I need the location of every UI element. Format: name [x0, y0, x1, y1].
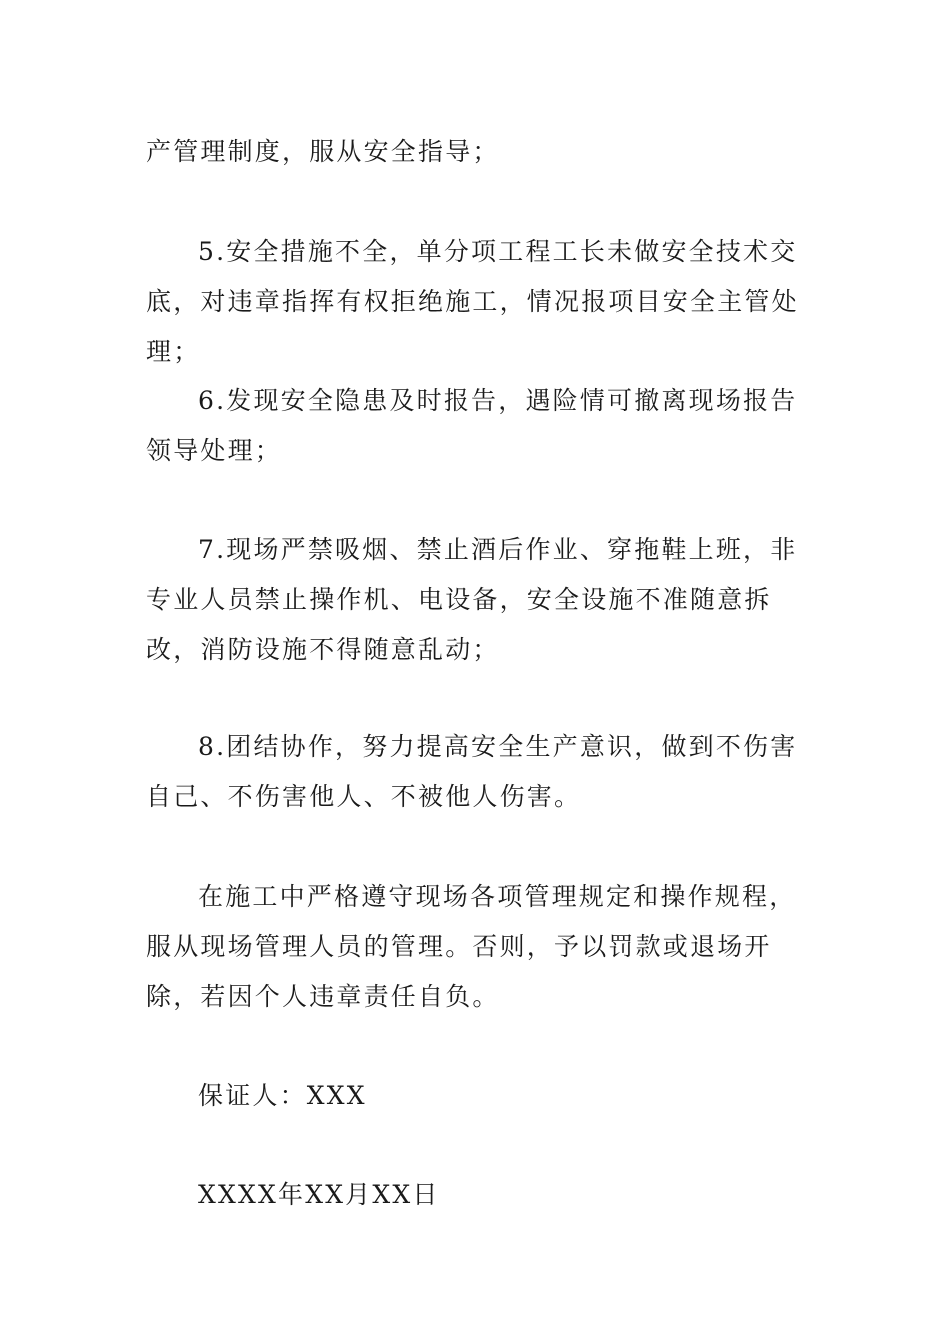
paragraph-item-7: 7.现场严禁吸烟、禁止酒后作业、穿拖鞋上班，非专业人员禁止操作机、电设备，安全设施不准随意拆改，消防设施不得随意乱动； [146, 535, 798, 664]
paragraph-continuation: 产管理制度，服从安全指导； [146, 137, 500, 166]
paragraph-item-6: 6.发现安全隐患及时报告，遇险情可撤离现场报告领导处理； [146, 386, 798, 465]
paragraph-item-5: 5.安全措施不全，单分项工程工长未做安全技术交底，对违章指挥有权拒绝施工，情况报项目安全主管处理； [146, 237, 799, 366]
paragraph-compliance: 在施工中严格遵守现场各项管理规定和操作规程，服从现场管理人员的管理。否则，予以罚款或退场开除，若因个人违章责任自负。 [146, 882, 797, 1011]
guarantor-line: 保证人：XXX [198, 1081, 367, 1110]
date-line: XXXX年XX月XX日 [198, 1180, 440, 1209]
paragraph-item-8: 8.团结协作，努力提高安全生产意识，做到不伤害自己、不伤害他人、不被他人伤害。 [146, 732, 798, 811]
